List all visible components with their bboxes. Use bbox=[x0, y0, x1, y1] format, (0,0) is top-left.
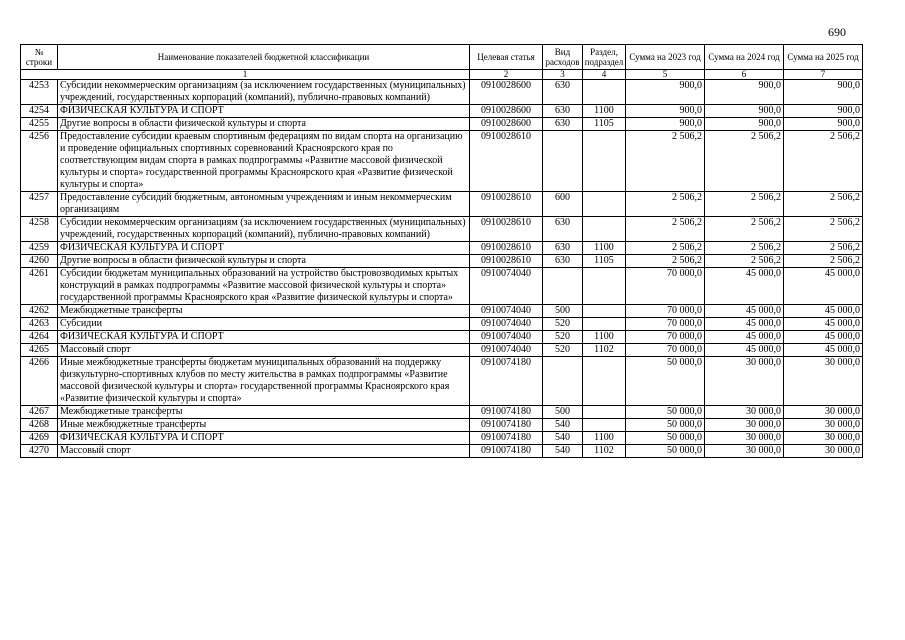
row-expense-type bbox=[543, 268, 583, 305]
row-expense-type: 540 bbox=[543, 432, 583, 445]
row-number: 4262 bbox=[21, 305, 58, 318]
row-target-code: 0910028600 bbox=[470, 118, 543, 131]
column-index: 3 bbox=[543, 70, 583, 80]
column-index-row bbox=[21, 70, 863, 80]
row-sum-2025: 2 506,2 bbox=[784, 242, 863, 255]
row-section: 1100 bbox=[583, 331, 626, 344]
header-sum-2025: Сумма на 2025 год bbox=[784, 45, 863, 70]
row-expense-type: 630 bbox=[543, 242, 583, 255]
row-sum-2023: 70 000,0 bbox=[626, 268, 705, 305]
row-expense-type: 520 bbox=[543, 344, 583, 357]
row-sum-2025: 900,0 bbox=[784, 105, 863, 118]
row-sum-2024: 30 000,0 bbox=[705, 445, 784, 458]
row-section: 1100 bbox=[583, 105, 626, 118]
row-expense-type: 500 bbox=[543, 305, 583, 318]
column-index: 1 bbox=[21, 70, 470, 80]
row-number: 4269 bbox=[21, 432, 58, 445]
row-sum-2025: 45 000,0 bbox=[784, 305, 863, 318]
table-row bbox=[21, 242, 863, 255]
row-target-code: 0910074180 bbox=[470, 419, 543, 432]
row-sum-2023: 70 000,0 bbox=[626, 344, 705, 357]
row-name: Субсидии бюджетам муниципальных образований на устройство быстровозводимых крытых конструкций в рамках подпрограммы «Развитие массовой физической культуры и спорта» государственной программы Красноярского края «Развитие физической культуры и спорта» bbox=[58, 268, 470, 305]
row-section bbox=[583, 268, 626, 305]
header-razd: Раздел, подраздел bbox=[583, 45, 626, 70]
table-row bbox=[21, 406, 863, 419]
row-expense-type bbox=[543, 131, 583, 192]
table-row bbox=[21, 318, 863, 331]
row-target-code: 0910028610 bbox=[470, 131, 543, 192]
row-target-code: 0910074040 bbox=[470, 331, 543, 344]
row-sum-2024: 2 506,2 bbox=[705, 192, 784, 217]
row-expense-type: 500 bbox=[543, 406, 583, 419]
row-sum-2025: 30 000,0 bbox=[784, 445, 863, 458]
row-section: 1102 bbox=[583, 344, 626, 357]
row-number: 4257 bbox=[21, 192, 58, 217]
row-sum-2023: 70 000,0 bbox=[626, 318, 705, 331]
row-sum-2023: 900,0 bbox=[626, 80, 705, 105]
row-sum-2025: 30 000,0 bbox=[784, 432, 863, 445]
row-number: 4267 bbox=[21, 406, 58, 419]
row-sum-2025: 45 000,0 bbox=[784, 268, 863, 305]
table-row bbox=[21, 305, 863, 318]
table-row bbox=[21, 192, 863, 217]
row-expense-type: 520 bbox=[543, 331, 583, 344]
row-name: Массовый спорт bbox=[58, 344, 470, 357]
row-number: 4264 bbox=[21, 331, 58, 344]
row-sum-2023: 70 000,0 bbox=[626, 331, 705, 344]
table-row bbox=[21, 357, 863, 406]
row-sum-2025: 2 506,2 bbox=[784, 131, 863, 192]
row-name: Другие вопросы в области физической культуры и спорта bbox=[58, 255, 470, 268]
row-sum-2024: 30 000,0 bbox=[705, 357, 784, 406]
row-sum-2023: 50 000,0 bbox=[626, 432, 705, 445]
row-expense-type bbox=[543, 357, 583, 406]
row-sum-2023: 900,0 bbox=[626, 118, 705, 131]
row-sum-2025: 900,0 bbox=[784, 80, 863, 105]
row-target-code: 0910028600 bbox=[470, 105, 543, 118]
row-sum-2025: 30 000,0 bbox=[784, 357, 863, 406]
row-section bbox=[583, 318, 626, 331]
row-sum-2024: 45 000,0 bbox=[705, 268, 784, 305]
column-index: 7 bbox=[784, 70, 863, 80]
row-section bbox=[583, 192, 626, 217]
header-sum-2023: Сумма на 2023 год bbox=[626, 45, 705, 70]
row-number: 4255 bbox=[21, 118, 58, 131]
table-row bbox=[21, 344, 863, 357]
row-number: 4263 bbox=[21, 318, 58, 331]
row-number: 4256 bbox=[21, 131, 58, 192]
row-sum-2025: 2 506,2 bbox=[784, 255, 863, 268]
row-section bbox=[583, 357, 626, 406]
row-sum-2024: 30 000,0 bbox=[705, 406, 784, 419]
row-name: Предоставление субсидий бюджетным, автономным учреждениям и иным некоммерческим организациям bbox=[58, 192, 470, 217]
row-name: Субсидии некоммерческим организациям (за исключением государственных (муниципальных) учреждений, государственных корпораций (компаний), публично-правовых компаний) bbox=[58, 217, 470, 242]
row-expense-type: 630 bbox=[543, 217, 583, 242]
row-name: Субсидии некоммерческим организациям (за исключением государственных (муниципальных) учреждений, государственных корпораций (компаний), публично-правовых компаний) bbox=[58, 80, 470, 105]
table-row bbox=[21, 131, 863, 192]
row-name: ФИЗИЧЕСКАЯ КУЛЬТУРА И СПОРТ bbox=[58, 242, 470, 255]
row-expense-type: 600 bbox=[543, 192, 583, 217]
row-sum-2024: 900,0 bbox=[705, 118, 784, 131]
row-section bbox=[583, 305, 626, 318]
row-expense-type: 630 bbox=[543, 118, 583, 131]
row-sum-2023: 2 506,2 bbox=[626, 255, 705, 268]
page-number: 690 bbox=[828, 25, 846, 39]
row-number: 4260 bbox=[21, 255, 58, 268]
row-number: 4261 bbox=[21, 268, 58, 305]
header-vid: Вид расходов bbox=[543, 45, 583, 70]
row-section bbox=[583, 419, 626, 432]
row-number: 4254 bbox=[21, 105, 58, 118]
row-name: ФИЗИЧЕСКАЯ КУЛЬТУРА И СПОРТ bbox=[58, 331, 470, 344]
row-sum-2024: 30 000,0 bbox=[705, 432, 784, 445]
table-row bbox=[21, 255, 863, 268]
row-name: Межбюджетные трансферты bbox=[58, 406, 470, 419]
row-sum-2023: 2 506,2 bbox=[626, 192, 705, 217]
row-expense-type: 540 bbox=[543, 419, 583, 432]
table-row bbox=[21, 217, 863, 242]
row-target-code: 0910074180 bbox=[470, 406, 543, 419]
header-row bbox=[21, 45, 863, 70]
row-section bbox=[583, 217, 626, 242]
row-name: ФИЗИЧЕСКАЯ КУЛЬТУРА И СПОРТ bbox=[58, 432, 470, 445]
row-sum-2024: 2 506,2 bbox=[705, 242, 784, 255]
row-target-code: 0910028610 bbox=[470, 255, 543, 268]
row-expense-type: 630 bbox=[543, 255, 583, 268]
row-number: 4259 bbox=[21, 242, 58, 255]
column-index: 6 bbox=[705, 70, 784, 80]
row-sum-2025: 30 000,0 bbox=[784, 419, 863, 432]
row-sum-2023: 50 000,0 bbox=[626, 406, 705, 419]
row-number: 4270 bbox=[21, 445, 58, 458]
row-number: 4253 bbox=[21, 80, 58, 105]
header-code: Целевая статья bbox=[470, 45, 543, 70]
row-sum-2023: 50 000,0 bbox=[626, 357, 705, 406]
table-row bbox=[21, 331, 863, 344]
budget-table bbox=[20, 44, 863, 458]
row-target-code: 0910074040 bbox=[470, 318, 543, 331]
header-num: № строки bbox=[21, 45, 58, 70]
row-name: Предоставление субсидии краевым спортивным федерациям по видам спорта на организацию и проведение официальных спортивных соревнований Красноярского края по соответствующим видам спорта в рамках подпрограммы «Развитие массовой физической культуры и спорта» государственной программы Красноярского края «Развитие физической культуры и спорта» bbox=[58, 131, 470, 192]
row-target-code: 0910028610 bbox=[470, 217, 543, 242]
row-section bbox=[583, 131, 626, 192]
column-index: 2 bbox=[470, 70, 543, 80]
row-section bbox=[583, 80, 626, 105]
row-sum-2023: 50 000,0 bbox=[626, 419, 705, 432]
row-target-code: 0910074180 bbox=[470, 357, 543, 406]
row-number: 4265 bbox=[21, 344, 58, 357]
row-sum-2024: 45 000,0 bbox=[705, 331, 784, 344]
table-row bbox=[21, 432, 863, 445]
row-target-code: 0910074040 bbox=[470, 344, 543, 357]
row-sum-2024: 45 000,0 bbox=[705, 344, 784, 357]
row-sum-2025: 45 000,0 bbox=[784, 344, 863, 357]
header-sum-2024: Сумма на 2024 год bbox=[705, 45, 784, 70]
table-row bbox=[21, 118, 863, 131]
row-sum-2023: 2 506,2 bbox=[626, 242, 705, 255]
row-sum-2024: 2 506,2 bbox=[705, 217, 784, 242]
row-sum-2025: 45 000,0 bbox=[784, 318, 863, 331]
row-sum-2023: 50 000,0 bbox=[626, 445, 705, 458]
row-sum-2025: 45 000,0 bbox=[784, 331, 863, 344]
table-row bbox=[21, 445, 863, 458]
row-sum-2025: 2 506,2 bbox=[784, 192, 863, 217]
row-name: Иные межбюджетные трансферты bbox=[58, 419, 470, 432]
row-number: 4258 bbox=[21, 217, 58, 242]
row-sum-2024: 30 000,0 bbox=[705, 419, 784, 432]
row-name: ФИЗИЧЕСКАЯ КУЛЬТУРА И СПОРТ bbox=[58, 105, 470, 118]
row-section: 1105 bbox=[583, 255, 626, 268]
row-sum-2023: 900,0 bbox=[626, 105, 705, 118]
row-name: Другие вопросы в области физической культуры и спорта bbox=[58, 118, 470, 131]
row-target-code: 0910074180 bbox=[470, 445, 543, 458]
row-sum-2024: 2 506,2 bbox=[705, 255, 784, 268]
row-sum-2024: 45 000,0 bbox=[705, 318, 784, 331]
table-row bbox=[21, 80, 863, 105]
row-expense-type: 630 bbox=[543, 105, 583, 118]
table-row bbox=[21, 105, 863, 118]
row-section bbox=[583, 406, 626, 419]
row-sum-2024: 45 000,0 bbox=[705, 305, 784, 318]
row-sum-2023: 70 000,0 bbox=[626, 305, 705, 318]
row-section: 1100 bbox=[583, 242, 626, 255]
column-index: 5 bbox=[626, 70, 705, 80]
row-target-code: 0910074040 bbox=[470, 305, 543, 318]
row-section: 1105 bbox=[583, 118, 626, 131]
table-row bbox=[21, 419, 863, 432]
row-sum-2025: 900,0 bbox=[784, 118, 863, 131]
row-sum-2025: 30 000,0 bbox=[784, 406, 863, 419]
row-expense-type: 520 bbox=[543, 318, 583, 331]
row-target-code: 0910028610 bbox=[470, 242, 543, 255]
row-section: 1100 bbox=[583, 432, 626, 445]
row-sum-2024: 900,0 bbox=[705, 105, 784, 118]
row-target-code: 0910028600 bbox=[470, 80, 543, 105]
row-sum-2023: 2 506,2 bbox=[626, 217, 705, 242]
row-name: Субсидии bbox=[58, 318, 470, 331]
row-number: 4266 bbox=[21, 357, 58, 406]
row-name: Массовый спорт bbox=[58, 445, 470, 458]
header-name: Наименование показателей бюджетной классификации bbox=[58, 45, 470, 70]
row-number: 4268 bbox=[21, 419, 58, 432]
row-section: 1102 bbox=[583, 445, 626, 458]
row-sum-2024: 2 506,2 bbox=[705, 131, 784, 192]
table-row bbox=[21, 268, 863, 305]
row-sum-2024: 900,0 bbox=[705, 80, 784, 105]
row-target-code: 0910074040 bbox=[470, 268, 543, 305]
row-target-code: 0910028610 bbox=[470, 192, 543, 217]
row-target-code: 0910074180 bbox=[470, 432, 543, 445]
row-name: Иные межбюджетные трансферты бюджетам муниципальных образований на поддержку физкультурно-спортивных клубов по месту жительства в рамках подпрограммы «Развитие массовой физической культуры и спорта» государственной программы Красноярского края «Развитие физической культуры и спорта» bbox=[58, 357, 470, 406]
row-sum-2023: 2 506,2 bbox=[626, 131, 705, 192]
row-expense-type: 540 bbox=[543, 445, 583, 458]
row-sum-2025: 2 506,2 bbox=[784, 217, 863, 242]
column-index: 4 bbox=[583, 70, 626, 80]
row-expense-type: 630 bbox=[543, 80, 583, 105]
row-name: Межбюджетные трансферты bbox=[58, 305, 470, 318]
